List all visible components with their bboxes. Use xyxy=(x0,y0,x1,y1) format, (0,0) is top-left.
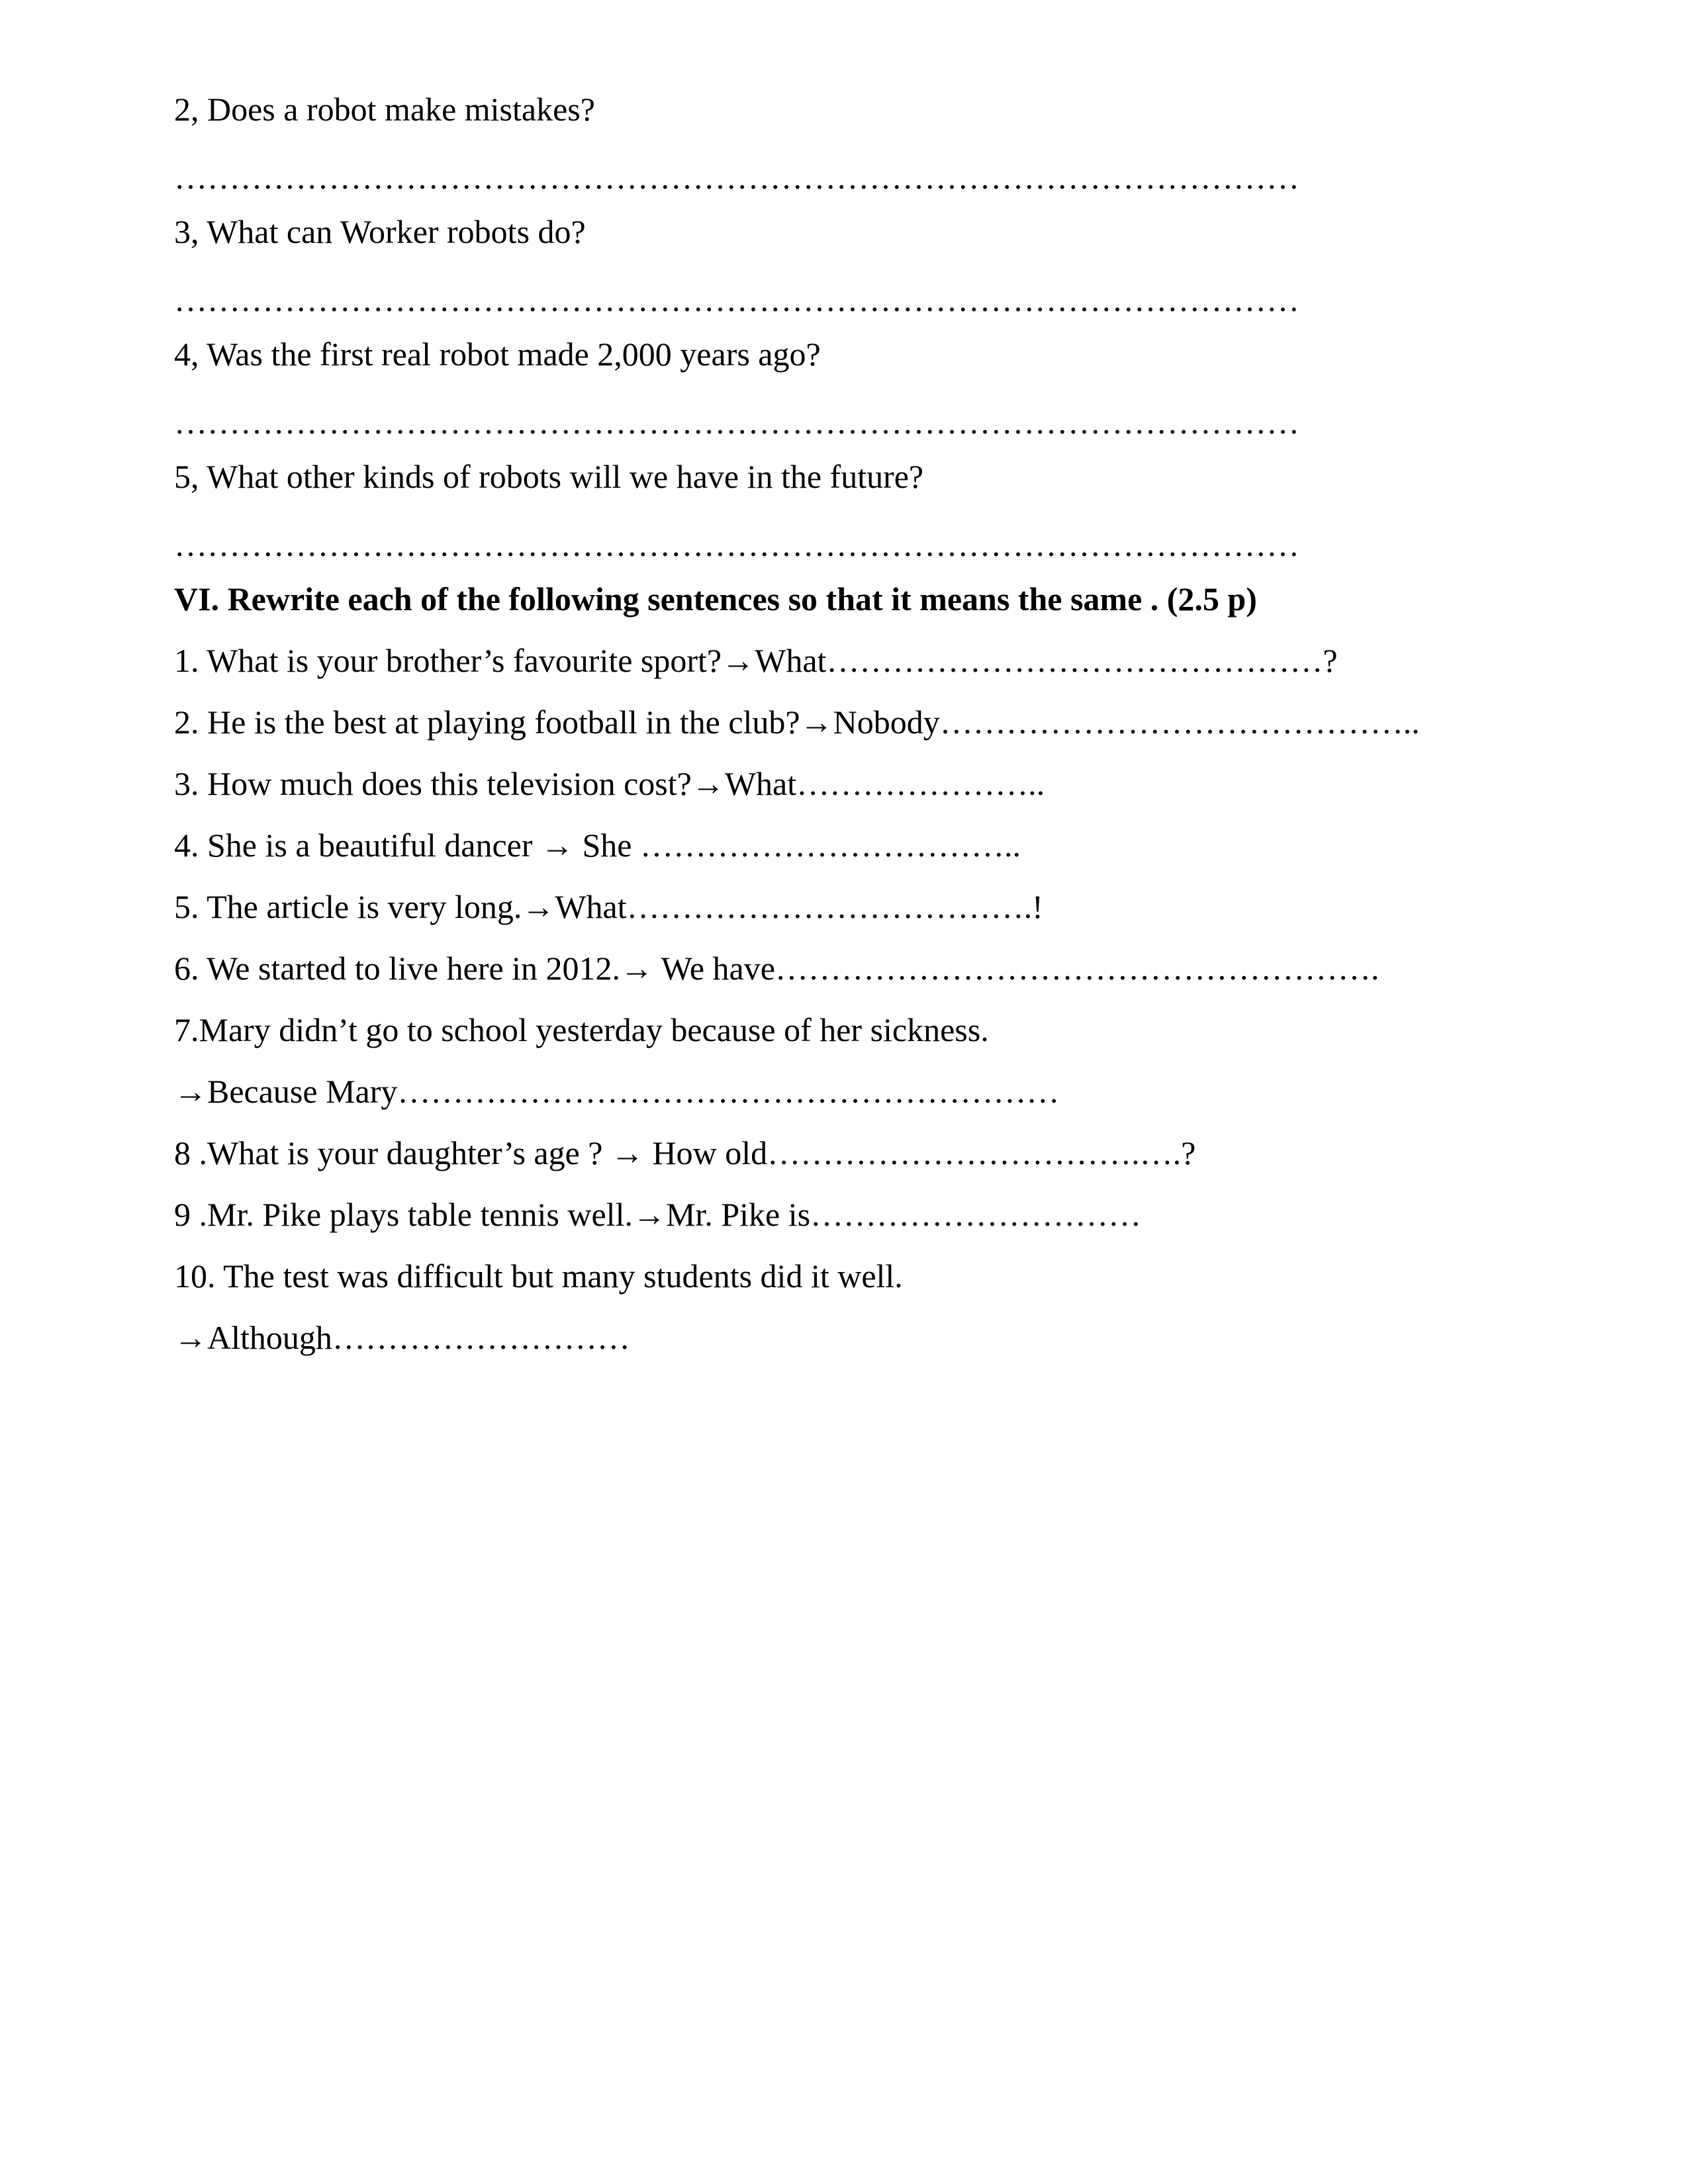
rewrite-item-8: 8 .What is your daughter’s age ? → How old…………………………….….? xyxy=(174,1134,1196,1171)
rewrite-item-2: 2. He is the best at playing football in the club?→Nobody…………………………………….. xyxy=(174,704,1420,741)
answer-line-5: ………………………………………………………………………………………… xyxy=(174,526,1299,563)
rewrite-item-7: 7.Mary didn’t go to school yesterday because of her sickness. xyxy=(174,1011,989,1048)
rewrite-item-10: 10. The test was difficult but many students did it well. xyxy=(174,1257,903,1295)
rewrite-item-3: 3. How much does this television cost?→What………………….. xyxy=(174,765,1045,802)
question-3: 3, What can Worker robots do? xyxy=(174,213,586,250)
rewrite-item-4: 4. She is a beautiful dancer → She …………………………….. xyxy=(174,827,1021,864)
question-4: 4, Was the first real robot made 2,000 years ago? xyxy=(174,336,821,373)
rewrite-item-10-answer: →Although……………………… xyxy=(174,1319,630,1356)
rewrite-item-9: 9 .Mr. Pike plays table tennis well.→Mr. Pike is………………………… xyxy=(174,1196,1142,1233)
question-5: 5, What other kinds of robots will we have in the future? xyxy=(174,458,924,495)
rewrite-item-5: 5. The article is very long.→What……………………………….! xyxy=(174,888,1043,925)
rewrite-item-1: 1. What is your brother’s favourite sport?→What………………………………………? xyxy=(174,642,1338,679)
answer-line-3: ………………………………………………………………………………………… xyxy=(174,281,1299,318)
question-2: 2, Does a robot make mistakes? xyxy=(174,91,595,128)
rewrite-item-7-answer: →Because Mary…………………………………………………… xyxy=(174,1073,1060,1110)
section-vi-heading: VI. Rewrite each of the following sentences so that it means the same . (2.5 p) xyxy=(174,580,1257,617)
answer-line-2: ………………………………………………………………………………………… xyxy=(174,159,1299,196)
rewrite-item-6: 6. We started to live here in 2012.→ We have………………………………………………. xyxy=(174,950,1380,987)
answer-line-4: ………………………………………………………………………………………… xyxy=(174,404,1299,441)
